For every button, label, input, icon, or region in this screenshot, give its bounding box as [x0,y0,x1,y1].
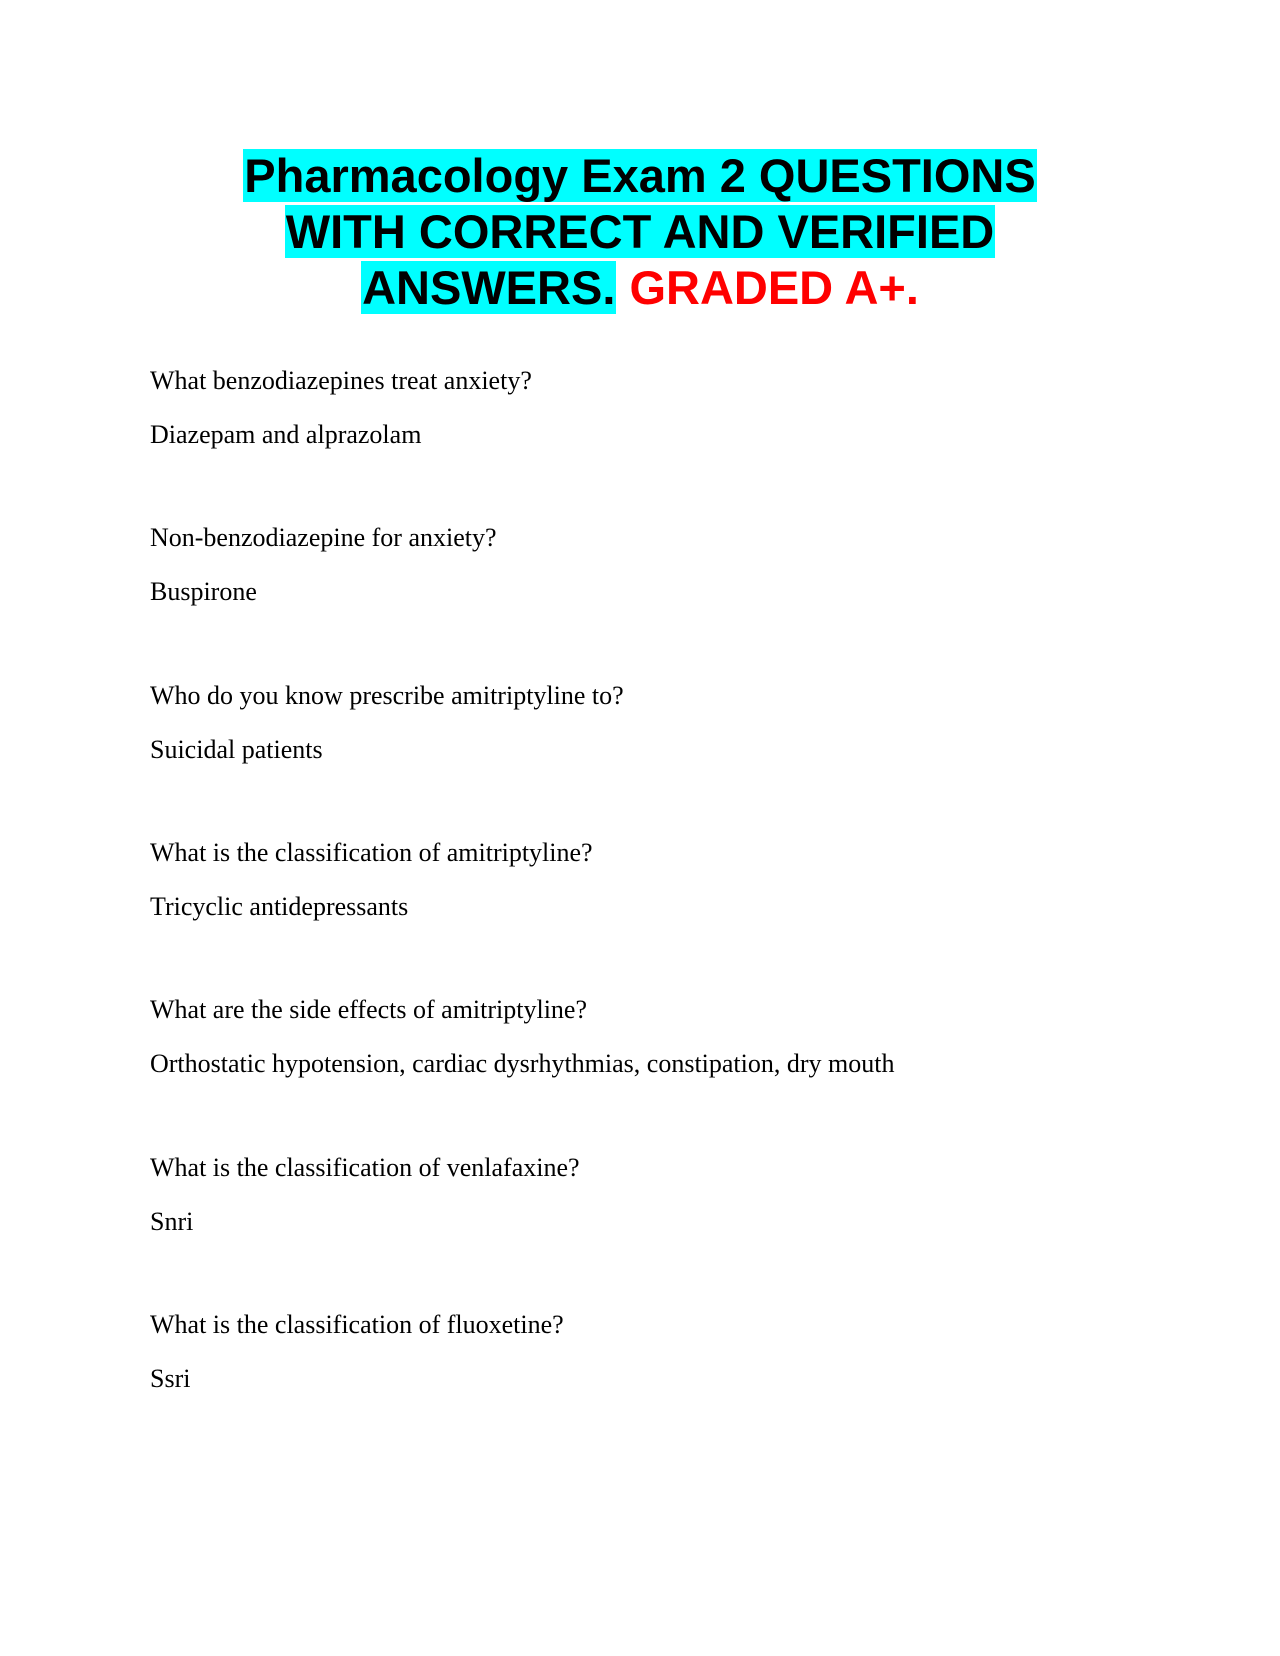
qa-item-7 [150,1310,1150,1394]
question-text: What are the side effects of amitriptyline? [150,995,587,1024]
question-text: What is the classification of amitriptyline? [150,838,593,867]
qa-item-4 [150,838,1150,922]
page-title [150,148,1130,316]
qa-item-3 [150,681,1150,765]
answer-text: Ssri [150,1364,191,1393]
grade-label: GRADED A+. [629,261,919,314]
answer-text: Diazepam and alprazolam [150,420,422,449]
qa-item-1 [150,366,1150,450]
title-line-1: Pharmacology Exam 2 QUESTIONS [244,149,1036,202]
question-text: Non-benzodiazepine for anxiety? [150,523,497,552]
answer-text: Snri [150,1207,194,1236]
answer-text: Suicidal patients [150,735,323,764]
qa-item-5 [150,995,1150,1079]
question-text: What is the classification of fluoxetine? [150,1310,564,1339]
qa-item-6 [150,1153,1150,1237]
question-text: What is the classification of venlafaxine? [150,1153,580,1182]
answer-text: Buspirone [150,577,257,606]
answer-text: Orthostatic hypotension, cardiac dysrhythmias, constipation, dry mouth [150,1049,895,1078]
title-line-2: WITH CORRECT AND VERIFIED [285,205,995,258]
question-text: Who do you know prescribe amitriptyline to? [150,681,624,710]
title-line-3: ANSWERS. [362,261,616,314]
answer-text: Tricyclic antidepressants [150,892,409,921]
qa-item-2 [150,523,1150,607]
question-text: What benzodiazepines treat anxiety? [150,366,532,395]
